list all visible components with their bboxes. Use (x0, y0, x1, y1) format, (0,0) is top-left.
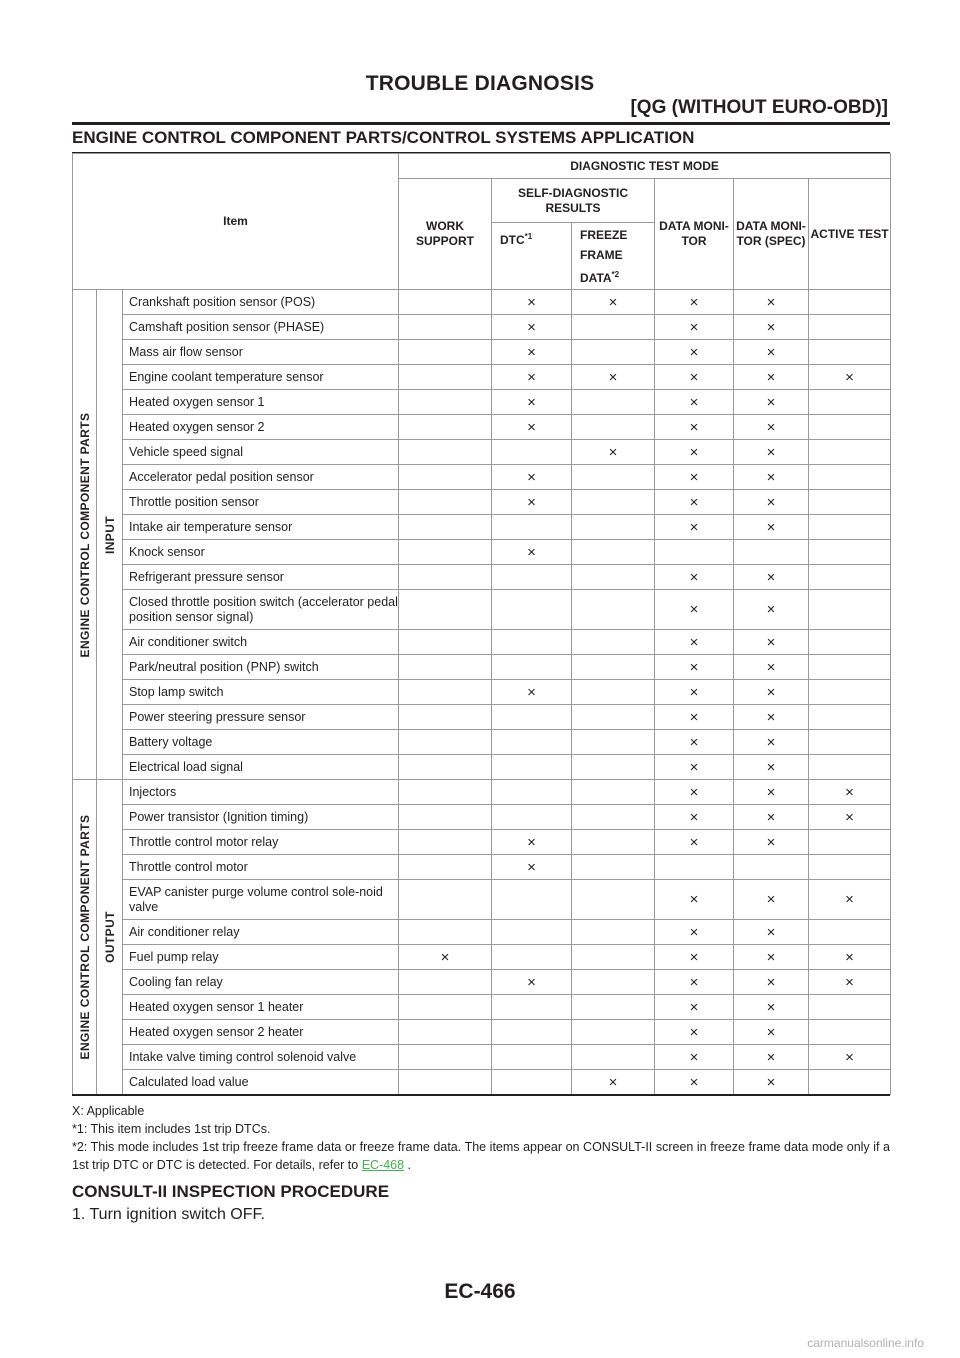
applicable-mark (492, 920, 572, 945)
applicable-mark: × (809, 970, 891, 995)
applicable-mark: × (655, 805, 734, 830)
row-item: Vehicle speed signal (123, 440, 399, 465)
applicable-mark (809, 390, 891, 415)
applicable-mark: × (734, 390, 809, 415)
row-item: Battery voltage (123, 730, 399, 755)
applicable-mark (572, 390, 655, 415)
applicable-mark: × (734, 365, 809, 390)
applicable-mark (572, 780, 655, 805)
applicable-mark: × (655, 490, 734, 515)
applicable-mark (399, 730, 492, 755)
table-row (73, 680, 891, 705)
applicable-mark (399, 920, 492, 945)
applicable-mark: × (734, 415, 809, 440)
header-data-monitor-spec: DATA MONI-TOR (SPEC) (734, 179, 809, 290)
applicable-mark (399, 1070, 492, 1095)
applicable-mark (399, 590, 492, 630)
applicable-mark (492, 705, 572, 730)
table-row (73, 705, 891, 730)
applicable-mark: × (809, 945, 891, 970)
row-item: Power steering pressure sensor (123, 705, 399, 730)
table-row (73, 290, 891, 315)
applicable-mark: × (655, 1045, 734, 1070)
applicable-mark (492, 780, 572, 805)
applicable-mark: × (572, 1070, 655, 1095)
table-bottom-rule (72, 1094, 890, 1096)
applicable-mark: × (655, 655, 734, 680)
applicable-mark: × (734, 805, 809, 830)
applicable-mark (572, 415, 655, 440)
applicable-mark (399, 805, 492, 830)
table-row (73, 490, 891, 515)
applicable-mark (809, 755, 891, 780)
group-category-label: ENGINE CONTROL COMPONENT PARTS (77, 814, 92, 1060)
row-item: Stop lamp switch (123, 680, 399, 705)
applicable-mark: × (492, 540, 572, 565)
group-category (73, 290, 97, 780)
table-row (73, 855, 891, 880)
group-subcategory-label: OUTPUT (102, 911, 117, 963)
row-item: Throttle position sensor (123, 490, 399, 515)
applicable-mark (809, 655, 891, 680)
row-item: Camshaft position sensor (PHASE) (123, 315, 399, 340)
applicable-mark (809, 515, 891, 540)
reference-link[interactable]: EC-468 (361, 1158, 405, 1172)
note-2: *2: This mode includes 1st trip freeze frame data or freeze frame data. The items appear on CONSULT-II screen in freeze frame data mode only if a 1st trip DTC or DTC is detected. For details, refer to EC-468 . (72, 1140, 890, 1172)
table-row (73, 390, 891, 415)
applicable-mark (809, 565, 891, 590)
applicable-mark (399, 290, 492, 315)
table-row (73, 830, 891, 855)
table-row (73, 440, 891, 465)
procedure-step-1: 1. Turn ignition switch OFF. (72, 1206, 265, 1223)
applicable-mark (809, 705, 891, 730)
applicable-mark (399, 1045, 492, 1070)
header-self-diagnostic-results: SELF-DIAGNOSTIC RESULTS (492, 179, 655, 223)
table-row (73, 970, 891, 995)
applicable-mark: × (734, 440, 809, 465)
applicable-mark: × (809, 805, 891, 830)
applicable-mark (399, 340, 492, 365)
applicable-mark: × (655, 780, 734, 805)
table-row (73, 920, 891, 945)
row-item: Heated oxygen sensor 2 heater (123, 1020, 399, 1045)
applicable-mark: × (734, 490, 809, 515)
applicable-mark (399, 755, 492, 780)
applicable-mark: × (809, 780, 891, 805)
applicable-mark: × (734, 730, 809, 755)
applicable-mark (572, 995, 655, 1020)
applicable-mark: × (734, 755, 809, 780)
applicable-mark: × (492, 830, 572, 855)
applicable-mark (809, 855, 891, 880)
header-rule (72, 122, 890, 125)
table-row (73, 465, 891, 490)
applicable-mark (734, 855, 809, 880)
row-item: Air conditioner switch (123, 630, 399, 655)
applicable-mark (399, 995, 492, 1020)
applicable-mark (492, 655, 572, 680)
applicable-mark (572, 755, 655, 780)
applicable-mark: × (572, 440, 655, 465)
diagnostic-table-body (73, 290, 891, 1095)
row-item: Injectors (123, 780, 399, 805)
header-work-support: WORK SUPPORT (399, 179, 492, 290)
applicable-mark: × (734, 830, 809, 855)
applicable-mark (399, 540, 492, 565)
applicable-mark (572, 1045, 655, 1070)
applicable-mark: × (572, 290, 655, 315)
table-row (73, 415, 891, 440)
applicable-mark (492, 1020, 572, 1045)
applicable-mark: × (399, 945, 492, 970)
applicable-mark (809, 830, 891, 855)
applicable-mark (572, 805, 655, 830)
applicable-mark: × (655, 970, 734, 995)
applicable-mark: × (655, 830, 734, 855)
row-item: Heated oxygen sensor 1 heater (123, 995, 399, 1020)
notes (72, 1102, 890, 1174)
page-title: TROUBLE DIAGNOSIS (365, 72, 595, 95)
applicable-mark (572, 730, 655, 755)
applicable-mark: × (655, 920, 734, 945)
applicable-mark: × (655, 365, 734, 390)
header-dtc: DTC$^{*1}$ (492, 223, 572, 290)
applicable-mark: × (734, 465, 809, 490)
applicable-mark: × (655, 590, 734, 630)
applicable-mark (572, 465, 655, 490)
applicable-mark: × (734, 340, 809, 365)
applicable-mark (572, 630, 655, 655)
row-item: Power transistor (Ignition timing) (123, 805, 399, 830)
page-number: EC-466 (444, 1280, 516, 1303)
applicable-mark: × (734, 1020, 809, 1045)
applicable-mark: × (655, 290, 734, 315)
applicable-mark (492, 630, 572, 655)
applicable-mark: × (734, 995, 809, 1020)
row-item: Throttle control motor (123, 855, 399, 880)
applicable-mark (399, 970, 492, 995)
applicable-mark (492, 515, 572, 540)
applicable-mark: × (734, 945, 809, 970)
applicable-mark (399, 655, 492, 680)
header-active-test: ACTIVE TEST (809, 179, 891, 290)
applicable-mark: × (492, 315, 572, 340)
applicable-mark (492, 565, 572, 590)
applicable-mark (809, 1020, 891, 1045)
applicable-mark (399, 830, 492, 855)
applicable-mark (492, 755, 572, 780)
applicable-mark (809, 315, 891, 340)
applicable-mark (572, 515, 655, 540)
applicable-mark: × (734, 290, 809, 315)
applicable-mark (572, 490, 655, 515)
table-row (73, 945, 891, 970)
applicable-mark: × (655, 415, 734, 440)
group-subcategory (97, 780, 123, 1095)
row-item: Heated oxygen sensor 2 (123, 415, 399, 440)
applicable-mark: × (734, 705, 809, 730)
applicable-mark: × (655, 565, 734, 590)
applicable-mark (572, 830, 655, 855)
applicable-mark (399, 440, 492, 465)
applicable-mark (399, 490, 492, 515)
applicable-mark: × (809, 1045, 891, 1070)
row-item: Knock sensor (123, 540, 399, 565)
applicable-mark: × (734, 590, 809, 630)
applicable-mark: × (492, 490, 572, 515)
applicable-mark: × (492, 290, 572, 315)
applicable-mark: × (809, 365, 891, 390)
applicable-mark (809, 680, 891, 705)
header-diagnostic-test-mode: DIAGNOSTIC TEST MODE (399, 154, 891, 179)
table-row (73, 315, 891, 340)
applicable-mark (572, 970, 655, 995)
group-subcategory-label: INPUT (102, 515, 117, 554)
applicable-mark (399, 1020, 492, 1045)
applicable-mark: × (492, 855, 572, 880)
applicable-mark: × (655, 1020, 734, 1045)
applicable-mark: × (655, 1070, 734, 1095)
applicable-mark: × (492, 365, 572, 390)
applicable-mark: × (655, 945, 734, 970)
row-item: Crankshaft position sensor (POS) (123, 290, 399, 315)
row-item: Heated oxygen sensor 1 (123, 390, 399, 415)
applicable-mark: × (734, 880, 809, 920)
applicable-mark: × (734, 515, 809, 540)
procedure-title: CONSULT-II INSPECTION PROCEDURE (72, 1182, 390, 1201)
applicable-mark (809, 340, 891, 365)
row-item: Mass air flow sensor (123, 340, 399, 365)
applicable-mark (572, 1020, 655, 1045)
applicable-mark (492, 880, 572, 920)
applicable-mark (809, 630, 891, 655)
applicable-mark: × (492, 390, 572, 415)
applicable-mark (492, 805, 572, 830)
table-row (73, 1020, 891, 1045)
table-row (73, 880, 891, 920)
row-item: Throttle control motor relay (123, 830, 399, 855)
watermark: carmanualsonline.info (807, 1336, 924, 1350)
applicable-mark: × (655, 440, 734, 465)
diagnostic-table (72, 153, 891, 1095)
table-row (73, 565, 891, 590)
applicable-mark (809, 415, 891, 440)
row-item: EVAP canister purge volume control sole-noid valve (123, 880, 399, 920)
applicable-mark (399, 465, 492, 490)
applicable-mark: × (655, 340, 734, 365)
applicable-mark (572, 590, 655, 630)
applicable-mark (809, 290, 891, 315)
applicable-mark (572, 655, 655, 680)
group-category (73, 780, 97, 1095)
table-row (73, 805, 891, 830)
applicable-mark: × (655, 515, 734, 540)
applicable-mark: × (655, 705, 734, 730)
applicable-mark (399, 515, 492, 540)
applicable-mark (809, 440, 891, 465)
header-freeze-frame-data: FREEZE FRAME DATA$^{*2}$ (572, 223, 655, 290)
table-row (73, 540, 891, 565)
applicable-mark: × (492, 340, 572, 365)
applicable-mark (492, 730, 572, 755)
header-data-monitor: DATA MONI-TOR (655, 179, 734, 290)
applicable-mark: × (809, 880, 891, 920)
row-item: Accelerator pedal position sensor (123, 465, 399, 490)
table-row (73, 655, 891, 680)
table-row (73, 755, 891, 780)
table-row (73, 340, 891, 365)
applicable-mark (809, 995, 891, 1020)
applicable-mark: × (734, 1045, 809, 1070)
applicable-mark (572, 705, 655, 730)
applicable-mark (492, 590, 572, 630)
applicable-mark (399, 315, 492, 340)
applicable-mark (809, 540, 891, 565)
applicable-mark: × (655, 680, 734, 705)
section-title: ENGINE CONTROL COMPONENT PARTS/CONTROL SYSTEMS APPLICATION (72, 128, 695, 147)
applicable-mark (572, 920, 655, 945)
table-row (73, 365, 891, 390)
applicable-mark (809, 590, 891, 630)
applicable-mark (572, 945, 655, 970)
applicable-mark (572, 315, 655, 340)
applicable-mark (809, 465, 891, 490)
applicable-mark (399, 415, 492, 440)
row-item: Engine coolant temperature sensor (123, 365, 399, 390)
applicable-mark: × (572, 365, 655, 390)
row-item: Intake valve timing control solenoid valve (123, 1045, 399, 1070)
applicable-mark: × (655, 465, 734, 490)
applicable-mark (399, 390, 492, 415)
applicable-mark: × (655, 630, 734, 655)
table-row (73, 630, 891, 655)
group-subcategory (97, 290, 123, 780)
applicable-mark: × (734, 970, 809, 995)
applicable-mark (572, 340, 655, 365)
applicable-mark: × (734, 920, 809, 945)
applicable-mark (809, 920, 891, 945)
applicable-mark (809, 490, 891, 515)
applicable-mark: × (734, 680, 809, 705)
applicable-mark (572, 540, 655, 565)
applicable-mark: × (492, 970, 572, 995)
applicable-mark (572, 680, 655, 705)
table-row (73, 590, 891, 630)
applicable-mark (655, 855, 734, 880)
table-row (73, 995, 891, 1020)
note-1: *1: This item includes 1st trip DTCs. (72, 1122, 271, 1136)
applicable-mark (492, 995, 572, 1020)
row-item: Intake air temperature sensor (123, 515, 399, 540)
header-item: Item (73, 154, 399, 290)
applicable-mark: × (734, 1070, 809, 1095)
note-applicable: X: Applicable (72, 1104, 145, 1118)
applicable-mark (492, 1070, 572, 1095)
applicable-mark (734, 540, 809, 565)
applicable-mark: × (734, 315, 809, 340)
applicable-mark (399, 705, 492, 730)
applicable-mark: × (655, 390, 734, 415)
row-item: Fuel pump relay (123, 945, 399, 970)
applicable-mark: × (655, 880, 734, 920)
applicable-mark (492, 1045, 572, 1070)
applicable-mark (399, 880, 492, 920)
group-category-label: ENGINE CONTROL COMPONENT PARTS (77, 412, 92, 657)
row-item: Cooling fan relay (123, 970, 399, 995)
table-row (73, 1070, 891, 1095)
row-item: Electrical load signal (123, 755, 399, 780)
applicable-mark (399, 630, 492, 655)
applicable-mark (655, 540, 734, 565)
applicable-mark: × (734, 630, 809, 655)
table-row (73, 1045, 891, 1070)
table-row (73, 515, 891, 540)
applicable-mark: × (492, 465, 572, 490)
applicable-mark (809, 730, 891, 755)
table-row (73, 780, 891, 805)
applicable-mark: × (492, 415, 572, 440)
applicable-mark: × (655, 315, 734, 340)
row-item: Calculated load value (123, 1070, 399, 1095)
applicable-mark (399, 365, 492, 390)
applicable-mark (399, 780, 492, 805)
applicable-mark: × (655, 730, 734, 755)
applicable-mark (492, 945, 572, 970)
page-subtitle: [QG (WITHOUT EURO-OBD)] (630, 97, 888, 118)
applicable-mark: × (734, 565, 809, 590)
table-row (73, 730, 891, 755)
row-item: Air conditioner relay (123, 920, 399, 945)
applicable-mark (572, 565, 655, 590)
row-item: Refrigerant pressure sensor (123, 565, 399, 590)
applicable-mark: × (492, 680, 572, 705)
applicable-mark (399, 855, 492, 880)
applicable-mark: × (655, 755, 734, 780)
applicable-mark (572, 880, 655, 920)
applicable-mark (492, 440, 572, 465)
applicable-mark: × (734, 655, 809, 680)
applicable-mark (572, 855, 655, 880)
applicable-mark (399, 680, 492, 705)
applicable-mark: × (655, 995, 734, 1020)
applicable-mark: × (734, 780, 809, 805)
row-item: Closed throttle position switch (accelerator pedal position sensor signal) (123, 590, 399, 630)
row-item: Park/neutral position (PNP) switch (123, 655, 399, 680)
applicable-mark (399, 565, 492, 590)
applicable-mark (809, 1070, 891, 1095)
